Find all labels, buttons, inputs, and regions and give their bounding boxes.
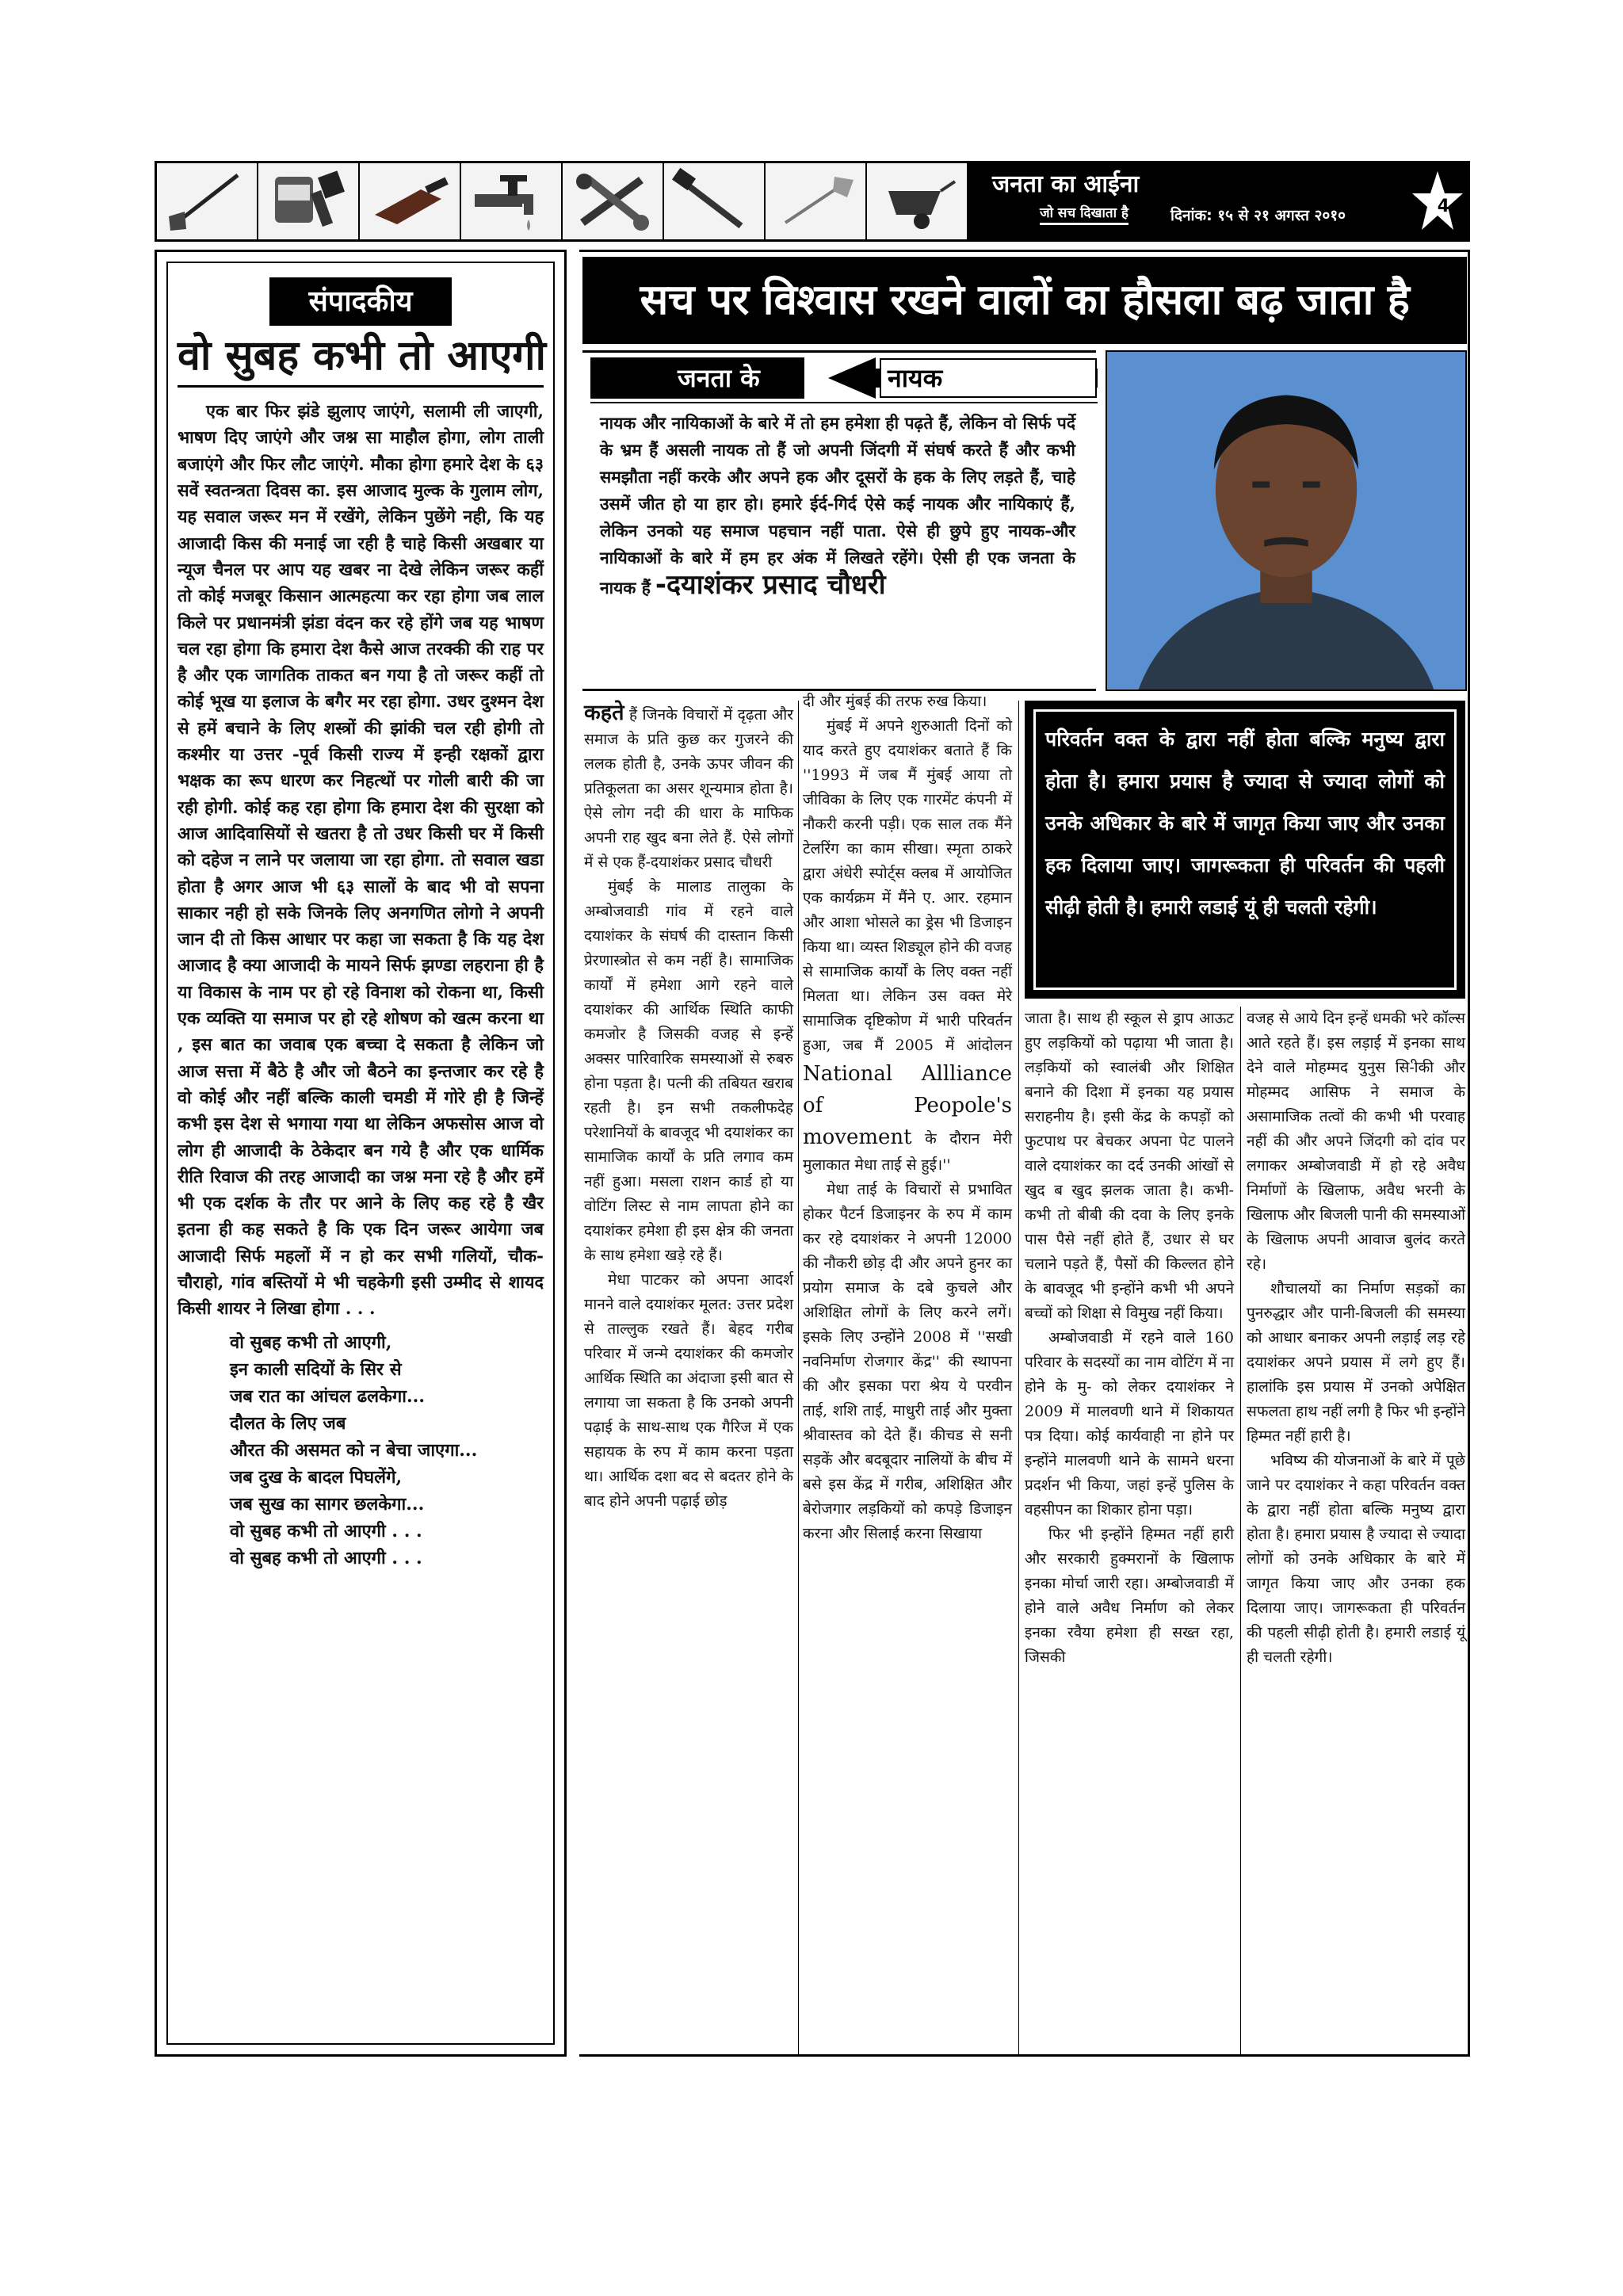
kicker — [590, 357, 1098, 403]
paragraph: अम्बोजवाडी में रहने वाले 160 परिवार के सदस्यों का नाम वोटिंग में ना होने के मु- को लेकर दयाशंकर ने 2009 में मालवणी थाने में शिकायत पत्र दिया। कोई कार्यवाही ना होने पर इन्होंने मालवणी थाने के सामने धरना प्रदर्शन भी किया, जहां इन्हें पुलिस के वहसीपन का शिकार होना पड़ा। — [1025, 1329, 1234, 1519]
hero-photo — [1106, 350, 1467, 691]
intro-text: नायक और नायिकाओं के बारे में तो हम हमेशा ही पढ़ते हैं, लेकिन वो सिर्फ पर्दे के भ्रम हैं असली नायक तो हैं जो अपनी जिंदगी में संघर्ष करते हैं और कभी समझौता नहीं करके और अपने हक और दूसरों के हक के लिए लड़ते हैं, चाहे उसमें जीत हो या हार हो। हमारे ईर्द-गिर्द ऐसे कई नायक और नायिकाएं हैं, लेकिन उनको यह समाज पहचान नहीं पाता. ऐसे ही छुपे हुए नायक-और नायिकाओं के बारे में हम हर अंक में लिखते रहेंगे। ऐसी ही एक जनता के नायक हैं — [600, 413, 1075, 598]
editorial-title: वो सुबह कभी तो आएगी — [178, 334, 544, 388]
paragraph-text: के दौरान मेरी मुलाकात मेधा ताई से हुई।'' — [803, 1130, 1012, 1174]
wheelbarrow-icon — [867, 163, 968, 239]
paragraph: मेधा पाटकर को अपना आदर्श मानने वाले दयाशंकर मूलत: उत्तर प्रदेश से ताल्लुक रखते हैं। बेहद गरीब परिवार में जन्मे दयाशंकर की कमजोर आर्थिक स्थिति का अंदाजा इसी बात से लगाया जा सकता है कि उनको अपनी पढ़ाई के साथ-साथ एक गैरिज में एक सहायक के रुप में काम करना पड़ता था। आर्थिक दशा बद से बदतर होने के बाद होने अपनी पढ़ाई छोड़ — [584, 1271, 793, 1510]
shovel-icon — [766, 163, 867, 239]
poem-line: वो सुबह कभी तो आएगी . . . — [230, 1547, 422, 1568]
column-rule — [1018, 701, 1019, 2056]
water-tap-icon — [461, 163, 563, 239]
brand-tagline: जो सच दिखाता है — [1040, 203, 1128, 225]
paragraph-text: मुंबई में अपने शुरुआती दिनों को याद करते हुए दयाशंकर बताते हैं कि ''1993 में जब मैं मुंबई आया तो जीविका के लिए एक गारमेंट कंपनी में नौकरी करनी पड़ी। एक साल तक मैंने टेलरिंग का काम सीखा। स्मृता ठाकरे द्वारा अंधेरी स्पोर्ट्स क्लब में आयोजित एक कार्यक्रम में मैंने ए. आर. रहमान और आशा भोसले का ड्रेस भी डिजाइन किया था। व्यस्त शिड्यूल होने की वजह से सामाजिक कार्यों के लिए वक्त नहीं मिलता था। लेकिन उस वक्त मेरे सामाजिक दृष्टिकोण में भारी परिवर्तन हुआ, जब मैं 2005 में आंदोलन — [803, 717, 1012, 1054]
hero-intro-box — [582, 350, 1096, 691]
poem-line: इन काली सदियों के सिर से — [230, 1358, 402, 1380]
paragraph: शौचालयों का निर्माण सड़कों का पुनरुद्धार और पानी-बिजली की समस्या को आधार बनाकर अपनी लड़ाई लड़ रहे दयाशंकर अपने प्रयास में लगे हुए हैं। हालांकि इस प्रयास में उनको अपेक्षित सफलता हाथ नहीं लगी है फिर भी इन्होंने हिम्मत नहीं हारी है। — [1247, 1280, 1465, 1445]
kicker-label-hero: नायक — [888, 363, 943, 393]
pull-quote-text: परिवर्तन वक्त के द्वारा नहीं होता बल्कि मनुष्य द्वारा होता है। हमारा प्रयास है ज्यादा से ज्यादा लोगों को उनके अधिकार के बारे में जागृत किया जाए और उनका हक दिलाया जाए। जागरूकता ही परिवर्तन की पहली सीढ़ी होती है। हमारी लडाई यूं ही चलती रहेगी। — [1033, 709, 1457, 990]
poem-line: दौलत के लिए जब — [230, 1412, 346, 1434]
kicker-label: जनता के — [590, 357, 804, 399]
story-column-2 — [803, 690, 1012, 1546]
paragraph: मेधा ताई के विचारों से प्रभावित होकर पैटर्न डिजाइनर के रुप में काम कर रहे दयाशंकर ने अपनी 12000 की नौकरी छोड़ दी और अपने हुनर का प्रयोग समाज के दबे कुचले और अशिक्षित लोगों के लिए करने लगें। इसके लिए उन्होंने 2008 में ''सखी नवनिर्माण रोजगार केंद्र'' की स्थापना की और इसका परा श्रेय ये परवीन ताई, शशि ताई, माधुरी ताई और मुक्ता श्रीवास्तव को देते हैं। कीचड से सनी सड़कें और बदबूदार नालियों के बीच में बसे इस केंद्र में गरीब, अशिक्षित और बेरोजगार लड़कियों को कपड़े डिजाइन करना और सिलाई करना सिखाया — [803, 1181, 1012, 1542]
paragraph — [584, 701, 793, 875]
story-column-4 — [1247, 1007, 1465, 1670]
newspaper-page — [155, 161, 1470, 2057]
editorial-frame — [166, 262, 555, 2045]
poem-line: वो सुबह कभी तो आएगी, — [230, 1331, 392, 1353]
page-number: 4 — [1437, 197, 1449, 216]
main-story — [579, 250, 1470, 2057]
portrait-image — [1107, 352, 1465, 690]
poem-line: जब सुख का सागर छलकेगा... — [230, 1493, 425, 1515]
headline: सच पर विश्वास रखने वालों का हौसला बढ़ जाता है — [582, 257, 1467, 344]
paragraph: वजह से आये दिन इन्हें धमकी भरे कॉल्स आते रहते हैं। इस लड़ाई में इनका साथ देने वाले मोहम्मद युनुस सि-ीकी और मोहम्मद आसिफ ने समाज के असामाजिक तत्वों की कभी भी परवाह नहीं की और अपने जिंदगी को दांव पर लगाकर अम्बोजवाडी में हो रहे अवैध निर्माणों के खिलाफ, अवैध भरनी के खिलाफ और बिजली पानी की समस्याओं के खिलाफ अपनी आवाज बुलंद करते रहे। — [1247, 1010, 1465, 1273]
trowel-icon — [360, 163, 461, 239]
brand-name: जनता का आईना — [992, 170, 1140, 198]
story-intro — [600, 410, 1075, 602]
paragraph: जाता है। साथ ही स्कूल से ड्राप आऊट हुए लड़कियों को पढ़ाया भी जाता है। लड़कियों को स्वालंबी और शिक्षित बनाने की दिशा में इनका यह प्रयास सराहनीय है। इसी केंद्र के कपड़ों को फुटपाथ पर बेचकर अपना पेट पालने वाले दयाशंकर का दर्द उनकी आंखों से खुद ब खुद झलक जाता है। कभी-कभी तो बीबी की दवा के लिए इनके पास पैसे नहीं होते हैं, उधार से घर चलाने पड़ते हैं, पैसों की किल्लत होने के बावजूद भी इन्होंने कभी भी अपने बच्चों को शिक्षा से विमुख नहीं किया। — [1025, 1010, 1234, 1322]
wrench-icon — [563, 163, 664, 239]
story-column-3 — [1025, 1007, 1234, 1670]
section-label: संपादकीय — [269, 277, 452, 326]
paragraph — [803, 714, 1012, 1178]
hero-name: -दयाशंकर प्रसाद चौधरी — [655, 569, 886, 601]
poem-line: जब रात का आंचल ढलकेगा... — [230, 1385, 425, 1407]
paragraph: भविष्य की योजनाओं के बारे में पूछे जाने पर दयाशंकर ने कहा परिवर्तन वक्त के द्वारा नहीं होता बल्कि मनुष्य द्वारा होता है। हमारा प्रयास है ज्यादा से ज्यादा लोगों को उनके अधिकार के बारे में जागृत किया जाए और उनका हक दिलाया जाए। जागरूकता ही परिवर्तन की पहली सीढ़ी होती है। हमारी लडाई यूं ही चलती रहेगी। — [1247, 1452, 1465, 1666]
hoe-icon — [157, 163, 258, 239]
paragraph: फिर भी इन्होंने हिम्मत नहीं हारी और सरकारी हुक्मरानों के खिलाफ इनका मोर्चा जारी रहा। अम्बोजवाडी में होने वाले अवैध निर्माण को लेकर इनका रवैया हमेशा ही सख्त रहा, जिसकी — [1025, 1526, 1234, 1666]
paragraph: दी और मुंबई की तरफ रुख किया। — [803, 693, 987, 710]
lead-word: कहते — [584, 701, 624, 725]
paragraph: मुंबई के मालाड तालुका के अम्बोजवाडी गांव में रहने वाले दयाशंकर के संघर्ष की दास्तान किसी प्रेरणास्त्रोत से कम नहीं है। सामाजिक कार्यों में हमेशा आगे रहने वाले दयाशंकर की आर्थिक स्थिति काफी कमजोर है जिसकी वजह से इन्हें अक्सर पारिवारिक समस्याओं से रुबरु होना पड़ता है। पत्नी की तबियत खराब रहती है। इन सभी तकलीफदेह परेशानियों के बावजूद भी दयाशंकर का सामाजिक कार्यों के प्रति लगाव कम नहीं हुआ। मसला राशन कार्ड हो या वोटिंग लिस्ट से नाम लापता होने का दयाशंकर हमेशा ही इस क्षेत्र की जनता के साथ हमेशा खड़े रहे हैं। — [584, 878, 793, 1264]
pipe-wrench-icon — [664, 163, 766, 239]
editorial-body: एक बार फिर झंडे झुलाए जाएंगे, सलामी ली जाएगी, भाषण दिए जाएंगे और जश्न सा माहौल होगा, लोग ताली बजाएंगे और फिर लौट जाएंगे. मौका होगा हमारे देश के ६३ सवें स्वतन्त्रता दिवस का. इस आजाद मुल्क के गुलाम लोग, यह सवाल जरूर मन में रखेंगे, लेकिन पुछेंगे नही, कि यह आजादी किस की मनाई जा रही है चाहे किसी अखबार या न्यूज चैनल पर आप यह खबर ना देखे लेकिन जरूर कहीं तो कोई मजबूर किसान आत्महत्या कर रहा होगा जब लाल किले पर प्रधानमंत्री झंडा वंदन कर रहे होंगे जब यह भाषण चल रहा होगा कि हमारा देश कैसे आज तरक्की की राह पर है और एक जागतिक ताकत बन गया है तो जरूर कहीं तो कोई भूख या इलाज के बगैर मर रहा होगा. उधर दुश्मन देश से हमें बचाने के लिए शस्त्रों की झांकी चल रही होगी तो कश्मीर या उत्तर -पूर्व किसी राज्य में इन्ही रक्षकों द्वारा भक्षक का रूप धारण कर निहत्थों पर गोली बारी की जा रही होगी. कोई कह रहा होगा कि हमारा देश की सुरक्षा को आज आदिवासियों से खतरा है तो उधर किसी घर में किसी को दहेज न लाने पर जलाया जा रहा होगा. तो सवाल खडा होता है अगर आज भी ६३ सालों के बाद भी वो सपना साकार नही हो सके जिनके लिए अनगणित लोगो ने अपनी जान दी तो किस आधार पर कहा जा सकता है कि यह देश आजाद है क्या आजादी के मायने सिर्फ झण्डा लहराना ही है या विकास के नाम पर हो रहे विनाश को रोकना था, किसी एक व्यक्ति या समाज पर हो रहे शोषण को खत्म करना था , इस बात का जवाब एक बच्चा दे सकता है लेकिन जो आज सत्ता में बैठे है और जो बैठने का इन्तजार कर रहे है वो कोई और नहीं बल्कि काली चमडी में गोरे ही है जिन्हें कभी इस देश से भगाया गया था लेकिन अफसोस आज वो लोग ही आजादी के ठेकेदार बन गये है और एक धार्मिक रीति रिवाज की तरह आजादी का जश्न मना रहे है और हमें भी एक दर्शक के तौर पर आने के लिए कह रहे है खैर इतना ही कह सकते है कि एक दिन जरूर आयेगा जब आजादी सिर्फ महलों में न हो कर सभी गलियों, चौक-चौराहो, गांव बस्तियों मे भी चहकेगी इसी उम्मीद से शायद किसी शायर ने लिखा होगा . . . — [178, 402, 544, 1320]
poem — [230, 1329, 544, 1572]
pull-quote — [1025, 701, 1465, 999]
column-rule — [798, 701, 799, 2056]
story-column-1 — [584, 701, 793, 1514]
editorial-column — [155, 250, 567, 2057]
organisation-name: National Allliance of Peopole's movement — [803, 1062, 1012, 1149]
paint-bucket-icon — [258, 163, 360, 239]
poem-line: जब दुख के बादल पिघलेंगे, — [230, 1466, 403, 1488]
paragraph-text: हैं जिनके विचारों में दृढ़ता और समाज के प्रति कुछ कर गुजरने की ललक होती है, उनके ऊपर जीवन की प्रतिकूलता का असर शून्यमात्र होता है। ऐसे लोग नदी की धारा के माफिक अपनी राह खुद बना लेते हैं. ऐसे लोगों में से एक हैं-दयाशंकर प्रसाद चौधरी — [584, 706, 794, 871]
issue-date: दिनांक: १५ से २१ अगस्त २०१० — [1170, 207, 1346, 224]
brand-block — [968, 163, 1468, 239]
poem-line: औरत की असमत को न बेचा जाएगा... — [230, 1439, 478, 1461]
poem-line: वो सुबह कभी तो आएगी . . . — [230, 1520, 422, 1541]
arrow-icon — [828, 357, 1098, 399]
masthead — [155, 161, 1470, 242]
column-rule — [1240, 1007, 1241, 2056]
